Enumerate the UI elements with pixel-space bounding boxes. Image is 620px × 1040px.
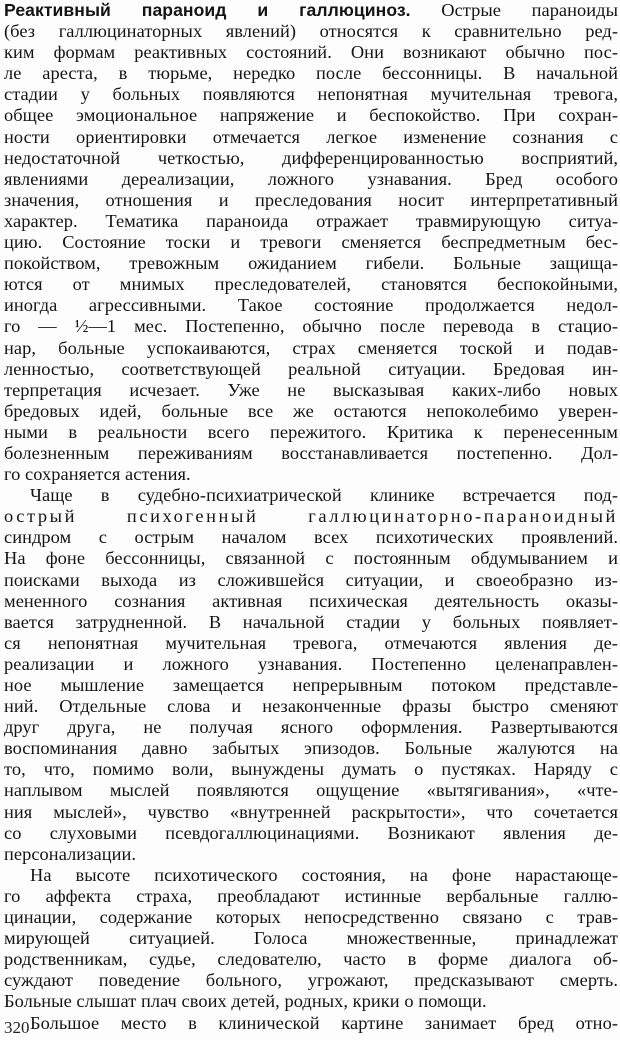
text-line: персонализации. (4, 843, 137, 864)
text-line: острый психогенный галлюцинаторно-параноидный (4, 506, 618, 527)
text-line: ются от мнимых преследователей, становятся беспокойными, (4, 274, 618, 295)
text-line: недостаточной четкостью, дифференцированностью восприятий, (4, 147, 618, 168)
text-line: реализации и ложного узнавания. Постепенно целенаправлен- (4, 653, 618, 674)
text-line: мирующей ситуацией. Голоса множественные, принадлежат (4, 928, 618, 949)
text-line: воспоминания давно забытых эпизодов. Больные жалуются на (4, 738, 618, 759)
paragraph (4, 0, 618, 485)
text-line: суждают поведение больного, угрожают, предсказывают смерть. (4, 970, 618, 991)
text-line: со слуховыми псевдогаллюцинациями. Возникают явления де- (4, 822, 618, 843)
text-line: нар, больные успокаиваются, страх сменяется тоской и подав- (4, 337, 618, 358)
text-line: ное мышление замещается непрерывным потоком представле- (4, 675, 618, 695)
text-line: то, что, помимо воли, вынуждены думать о пустяках. Наряду с (4, 759, 618, 780)
text-line: Большое место в клинической картине занимает бред отно- (30, 1012, 618, 1033)
text-line: бредовых идей, больные все же остаются непоколебимо уверен- (4, 400, 618, 421)
paragraph (4, 865, 618, 1013)
text-line: На фоне бессонницы, связанной с постоянным обдумыванием и (4, 548, 618, 569)
text-line: друг друга, не получая ясного оформления. Развертываются (4, 717, 618, 738)
paragraph (4, 1013, 618, 1034)
text-line: иногда агрессивными. Такое состояние продолжается недол- (4, 295, 618, 316)
text-line: ний. Отдельные слова и незаконченные фразы быстро сменяют (4, 696, 618, 717)
text-line: ленностью, соответствующей реальной ситуации. Бредовая ин- (4, 358, 618, 379)
text-line: болезненным переживаниям восстанавливается постепенно. Дол- (4, 442, 618, 463)
page-text (4, 0, 618, 1034)
text-line: поисками выхода из сложившейся ситуации, и своеобразно из- (4, 569, 618, 590)
page-number: 320 (4, 1018, 30, 1037)
text-line: стадии у больных появляются непонятная мучительная тревога, (4, 84, 618, 105)
text-line: го сохраняется астения. (4, 464, 191, 485)
text-line: мененного сознания активная психическая деятельность оказы- (4, 590, 618, 611)
text-line: (без галлюцинаторных явлений) относятся к сравнительно ред- (4, 21, 618, 42)
text-line: го аффекта страха, преобладают истинные вербальные галлю- (4, 885, 618, 906)
text-line: явлениями дереализации, ложного узнавания. Бред особого (4, 168, 618, 189)
section-heading: Реактивный параноид и галлюциноз. (4, 0, 411, 20)
text-line: ким формам реактивных состояний. Они возникают обычно пос- (4, 42, 618, 63)
text-line: ле ареста, в тюрьме, нередко после бессонницы. В начальной (4, 63, 618, 84)
text-line: терпретация исчезает. Уже не высказывая каких-либо новых (4, 379, 618, 400)
text-line: Чаще в судебно-психиатрической клинике встречается под- (30, 485, 618, 506)
text-line: покойством, тревожным ожиданием гибели. Больные защища- (4, 253, 618, 274)
text-line: ся непонятная мучительная тревога, отмечаются явления де- (4, 632, 618, 653)
text-line: значения, отношения и преследования носит интерпретативный (4, 189, 618, 210)
paragraph (4, 485, 618, 865)
text-line: наплывом мыслей появляются ощущение «вытягивания», «чте- (4, 780, 618, 801)
text-line: ности ориентировки отмечается легкое изменение сознания с (4, 126, 618, 147)
text-line: ными в реальности всего пережитого. Критика к перенесенным (4, 421, 618, 442)
text-line: ния мыслей», чувство «внутренней раскрытости», что сочетается (4, 801, 618, 822)
text-line: родственникам, судье, следователю, часто в форме диалога об- (4, 949, 618, 970)
text-line: синдром с острым началом всех психотических проявлений. (4, 527, 618, 548)
text-line: го — ½—1 мес. Постепенно, обычно после перевода в стацио- (4, 316, 618, 337)
text-line: Больные слышат плач своих детей, родных, крики о помощи. (4, 991, 487, 1012)
text-line: вается затрудненной. В начальной стадии у больных появляет- (4, 611, 618, 632)
text-line: Реактивный параноид и галлюциноз. Острые параноиды (4, 0, 618, 20)
text-line: цию. Состояние тоски и тревоги сменяется беспредметным бес- (4, 232, 618, 253)
text-line: характер. Тематика параноида отражает травмирующую ситуа- (4, 210, 618, 231)
text-line: цинации, содержание которых непосредственно связано с трав- (4, 907, 618, 928)
text-line: общее эмоциональное напряжение и беспокойство. При сохран- (4, 105, 618, 126)
text-line: На высоте психотического состояния, на фоне нарастающе- (30, 864, 618, 885)
